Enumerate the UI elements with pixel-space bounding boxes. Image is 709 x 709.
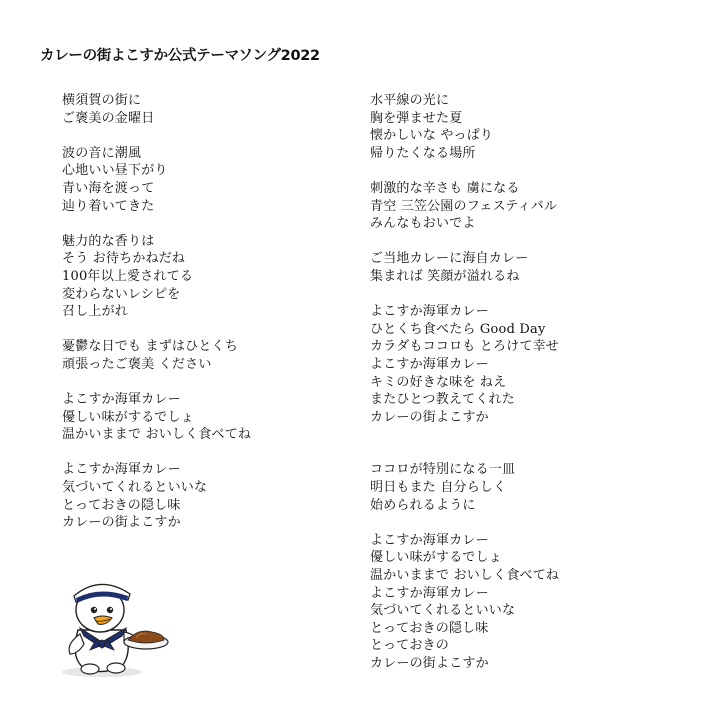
lyrics-line: またひとつ教えてくれた [370, 392, 515, 408]
lyrics-line: ご褒美の金曜日 [62, 110, 155, 126]
lyrics-line: そう お待ちかねだね [62, 251, 186, 267]
lyrics-line: 100年以上愛されてる [62, 268, 194, 284]
lyrics-line: 胸を弾ませた夏 [370, 110, 463, 126]
lyrics-line: 優しい味がするでしょ [62, 409, 194, 425]
lyrics-stanza [370, 250, 559, 285]
lyrics-stanza [370, 180, 559, 233]
lyrics-column-left [62, 92, 251, 549]
lyrics-stanza [370, 303, 559, 426]
lyrics-line: カレーの街よこすか [62, 515, 181, 531]
lyrics-line: 明日もまた 自分らしく [370, 480, 507, 496]
lyrics-line: よこすか海軍カレー [370, 585, 489, 601]
lyrics-line: 帰りたくなる場所 [370, 145, 476, 161]
lyrics-stanza [62, 338, 251, 373]
lyrics-line: 気づいてくれるといいな [62, 480, 208, 496]
lyrics-line: 水平線の光に [370, 93, 450, 108]
lyrics-line: とっておきの隠し味 [62, 497, 181, 513]
lyrics-line: 温かいままで おいしく食べてね [62, 427, 252, 443]
song-title: カレーの街よこすか公式テーマソング2022 [40, 48, 320, 64]
lyrics-line: 変わらないレシピを [62, 286, 181, 302]
lyrics-line: 青い海を渡って [62, 180, 155, 196]
lyrics-line: 横須賀の街に [62, 93, 142, 108]
lyrics-line: 刺激的な辛さも 虜になる [370, 180, 520, 196]
lyrics-line: 集まれば 笑顔が溢れるね [370, 268, 520, 284]
lyrics-line: カラダもココロも とろけて幸せ [370, 339, 560, 355]
lyrics-line: 魅力的な香りは [62, 233, 155, 249]
lyrics-line: よこすか海軍カレー [62, 462, 181, 478]
lyrics-line: カレーの街よこすか [370, 656, 489, 671]
lyrics-line: 始められるように [370, 497, 476, 513]
lyrics-line: キミの好きな味を ねえ [370, 374, 507, 390]
lyrics-line: とっておきの隠し味 [370, 620, 489, 636]
lyrics-stanza [370, 461, 559, 514]
lyrics-line: 憂鬱な日でも まずはひとくち [62, 339, 238, 355]
lyrics-line: ひとくち食べたら Good Day [370, 321, 546, 337]
lyrics-line: 召し上がれ [62, 304, 129, 320]
lyrics-line: ココロが特別になる一皿 [370, 462, 516, 478]
lyrics-line: よこすか海軍カレー [370, 304, 489, 320]
lyrics-line: 辿り着いてきた [62, 198, 155, 214]
lyrics-line: よこすか海軍カレー [370, 356, 489, 372]
lyrics-stanza [62, 145, 251, 215]
lyrics-line: 温かいままで おいしく食べてね [370, 568, 560, 584]
lyrics-stanza [370, 532, 559, 673]
lyrics-line: カレーの街よこすか [370, 409, 489, 425]
lyrics-line: 優しい味がするでしょ [370, 550, 502, 566]
lyrics-line: 心地いい昼下がり [62, 163, 168, 179]
lyrics-stanza [62, 233, 251, 321]
lyrics-line: 波の音に潮風 [62, 145, 142, 161]
lyrics-stanza [62, 391, 251, 444]
sailor-duck-mascot-icon [40, 568, 170, 680]
lyrics-line: 気づいてくれるといいな [370, 603, 516, 619]
lyrics-line: 頑張ったご褒美 ください [62, 356, 212, 372]
lyrics-line: とっておきの [370, 638, 449, 654]
lyrics-line: 青空 三笠公園のフェスティバル [370, 198, 558, 214]
lyrics-line: よこすか海軍カレー [62, 392, 181, 408]
lyrics-line: ご当地カレーに海自カレー [370, 251, 529, 267]
lyrics-line: 懐かしいな やっぱり [370, 128, 494, 144]
lyrics-column-right [370, 92, 559, 690]
lyrics-stanza [62, 461, 251, 531]
lyrics-line: よこすか海軍カレー [370, 532, 489, 548]
lyrics-stanza [370, 92, 559, 162]
lyrics-line: みんなもおいでよ [370, 216, 476, 232]
lyrics-stanza [62, 92, 251, 127]
